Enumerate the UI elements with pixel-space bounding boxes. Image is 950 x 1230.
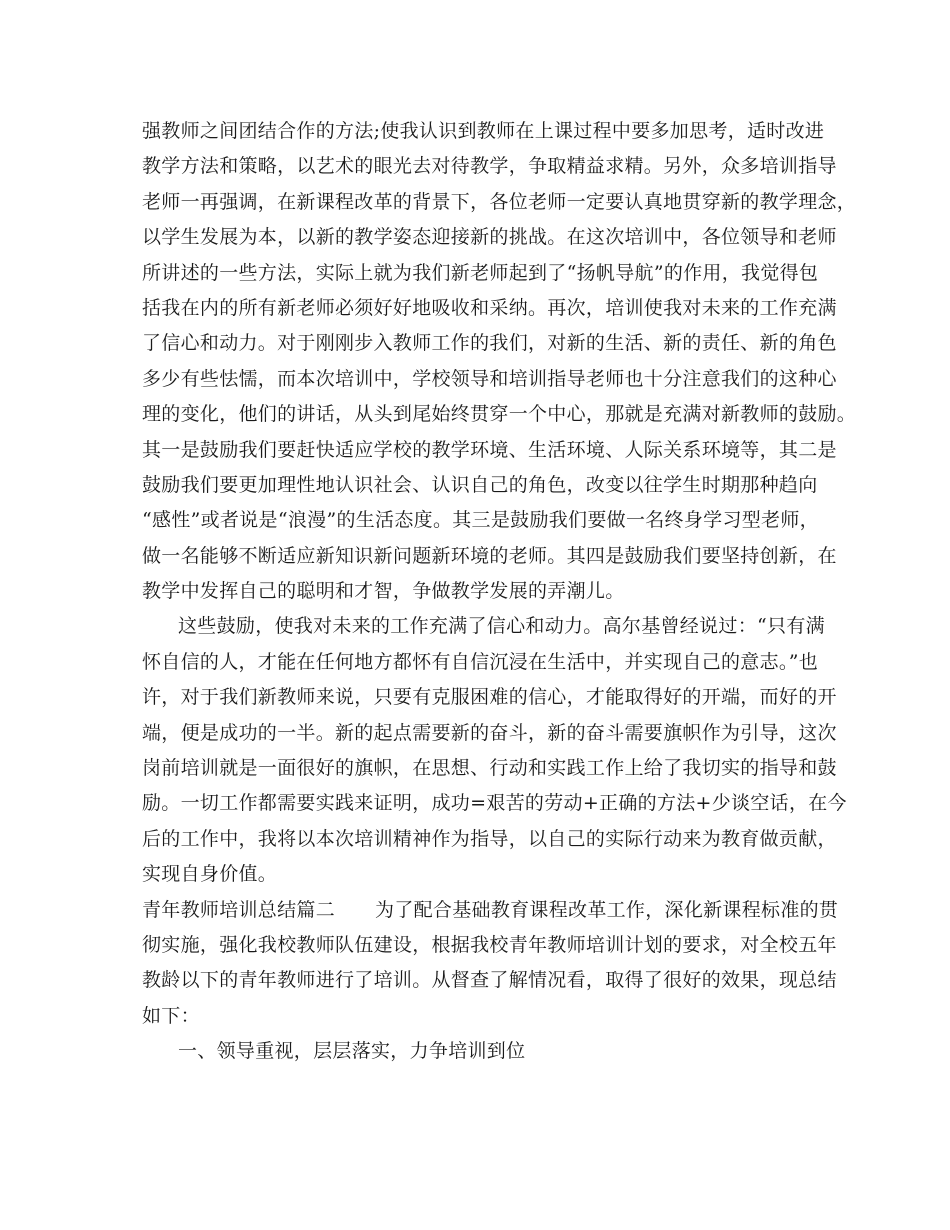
text-line: 强教师之间团结合作的方法;使我认识到教师在上课过程中要多加思考，适时改进 [142,120,825,142]
section-title-line [142,893,839,928]
text-line: 以学生发展为本，以新的教学姿态迎接新的挑战。在这次培训中，各位领导和老师 [142,226,837,249]
text-line: 鼓励我们要更加理性地认识社会、认识自己的角色，改变以往学生时期那种趋向 [142,473,818,496]
text-line: 后的工作中，我将以本次培训精神作为指导，以自己的实际行动来为教育做贡献， [142,827,837,850]
text-line: “感性”或者说是“浪漫”的生活态度。其三是鼓励我们要做一名终身学习型老师， [142,509,819,532]
text-line: 怀自信的人，才能在任何地方都怀有自信沉浸在生活中，并实现自己的意志。”也 [142,650,819,673]
text-line: 老师一再强调，在新课程改革的背景下，各位老师一定要认真地贯穿新的教学理念， [142,190,857,213]
text-line: 括我在内的所有新老师必须好好地吸收和采纳。再次，培训使我对未来的工作充满 [142,296,837,319]
section-text: 为了配合基础教育课程改革工作，深化新课程标准的贯 [375,898,839,921]
text-line: 教学方法和策略，以艺术的眼光去对待教学，争取精益求精。另外，众多培训指导 [142,155,837,178]
text-line: 岗前培训就是一面很好的旗帜，在思想、行动和实践工作上给了我切实的指导和鼓 [142,757,837,780]
text-line: 所讲述的一些方法，实际上就为我们新老师起到了“扬帆导航”的作用，我觉得包 [142,261,819,284]
paragraph-start-line: 这些鼓励，使我对未来的工作充满了信心和动力。高尔基曾经说过：“只有满 [178,615,825,638]
text-line: 教学中发挥自己的聪明和才智，争做教学发展的弄潮儿。 [142,580,625,603]
text-line: 端，便是成功的一半。新的起点需要新的奋斗，新的奋斗需要旗帜作为引导，这次 [142,721,837,744]
text-line: 理的变化，他们的讲话，从头到尾始终贯穿一个中心，那就是充满对新教师的鼓励。 [142,403,857,426]
document-body [142,114,857,1070]
section-title: 青年教师培训总结篇二 [142,898,336,921]
text-line: 其一是鼓励我们要赶快适应学校的教学环境、生活环境、人际关系环境等，其二是 [142,438,837,461]
text-line: 如下： [142,1004,200,1027]
text-line: 励。一切工作都需要实践来证明，成功=艰苦的劳动+正确的方法+少谈空话，在今 [142,792,847,815]
text-line: 教龄以下的青年教师进行了培训。从督查了解情况看，取得了很好的效果，现总结 [142,969,837,992]
text-line: 做一名能够不断适应新知识新问题新环境的老师。其四是鼓励我们要坚持创新，在 [142,544,837,567]
text-line: 了信心和动力。对于刚刚步入教师工作的我们，对新的生活、新的责任、新的角色 [142,332,837,355]
subheading: 一、领导重视，层层落实，力争培训到位 [178,1040,526,1063]
text-line: 彻实施，强化我校教师队伍建设，根据我校青年教师培训计划的要求，对全校五年 [142,933,837,956]
text-line: 多少有些怯懦，而本次培训中，学校领导和培训指导老师也十分注意我们的这种心 [142,367,837,390]
text-line: 许，对于我们新教师来说，只要有克服困难的信心，才能取得好的开端，而好的开 [142,686,837,709]
text-line: 实现自身价值。 [142,863,278,886]
